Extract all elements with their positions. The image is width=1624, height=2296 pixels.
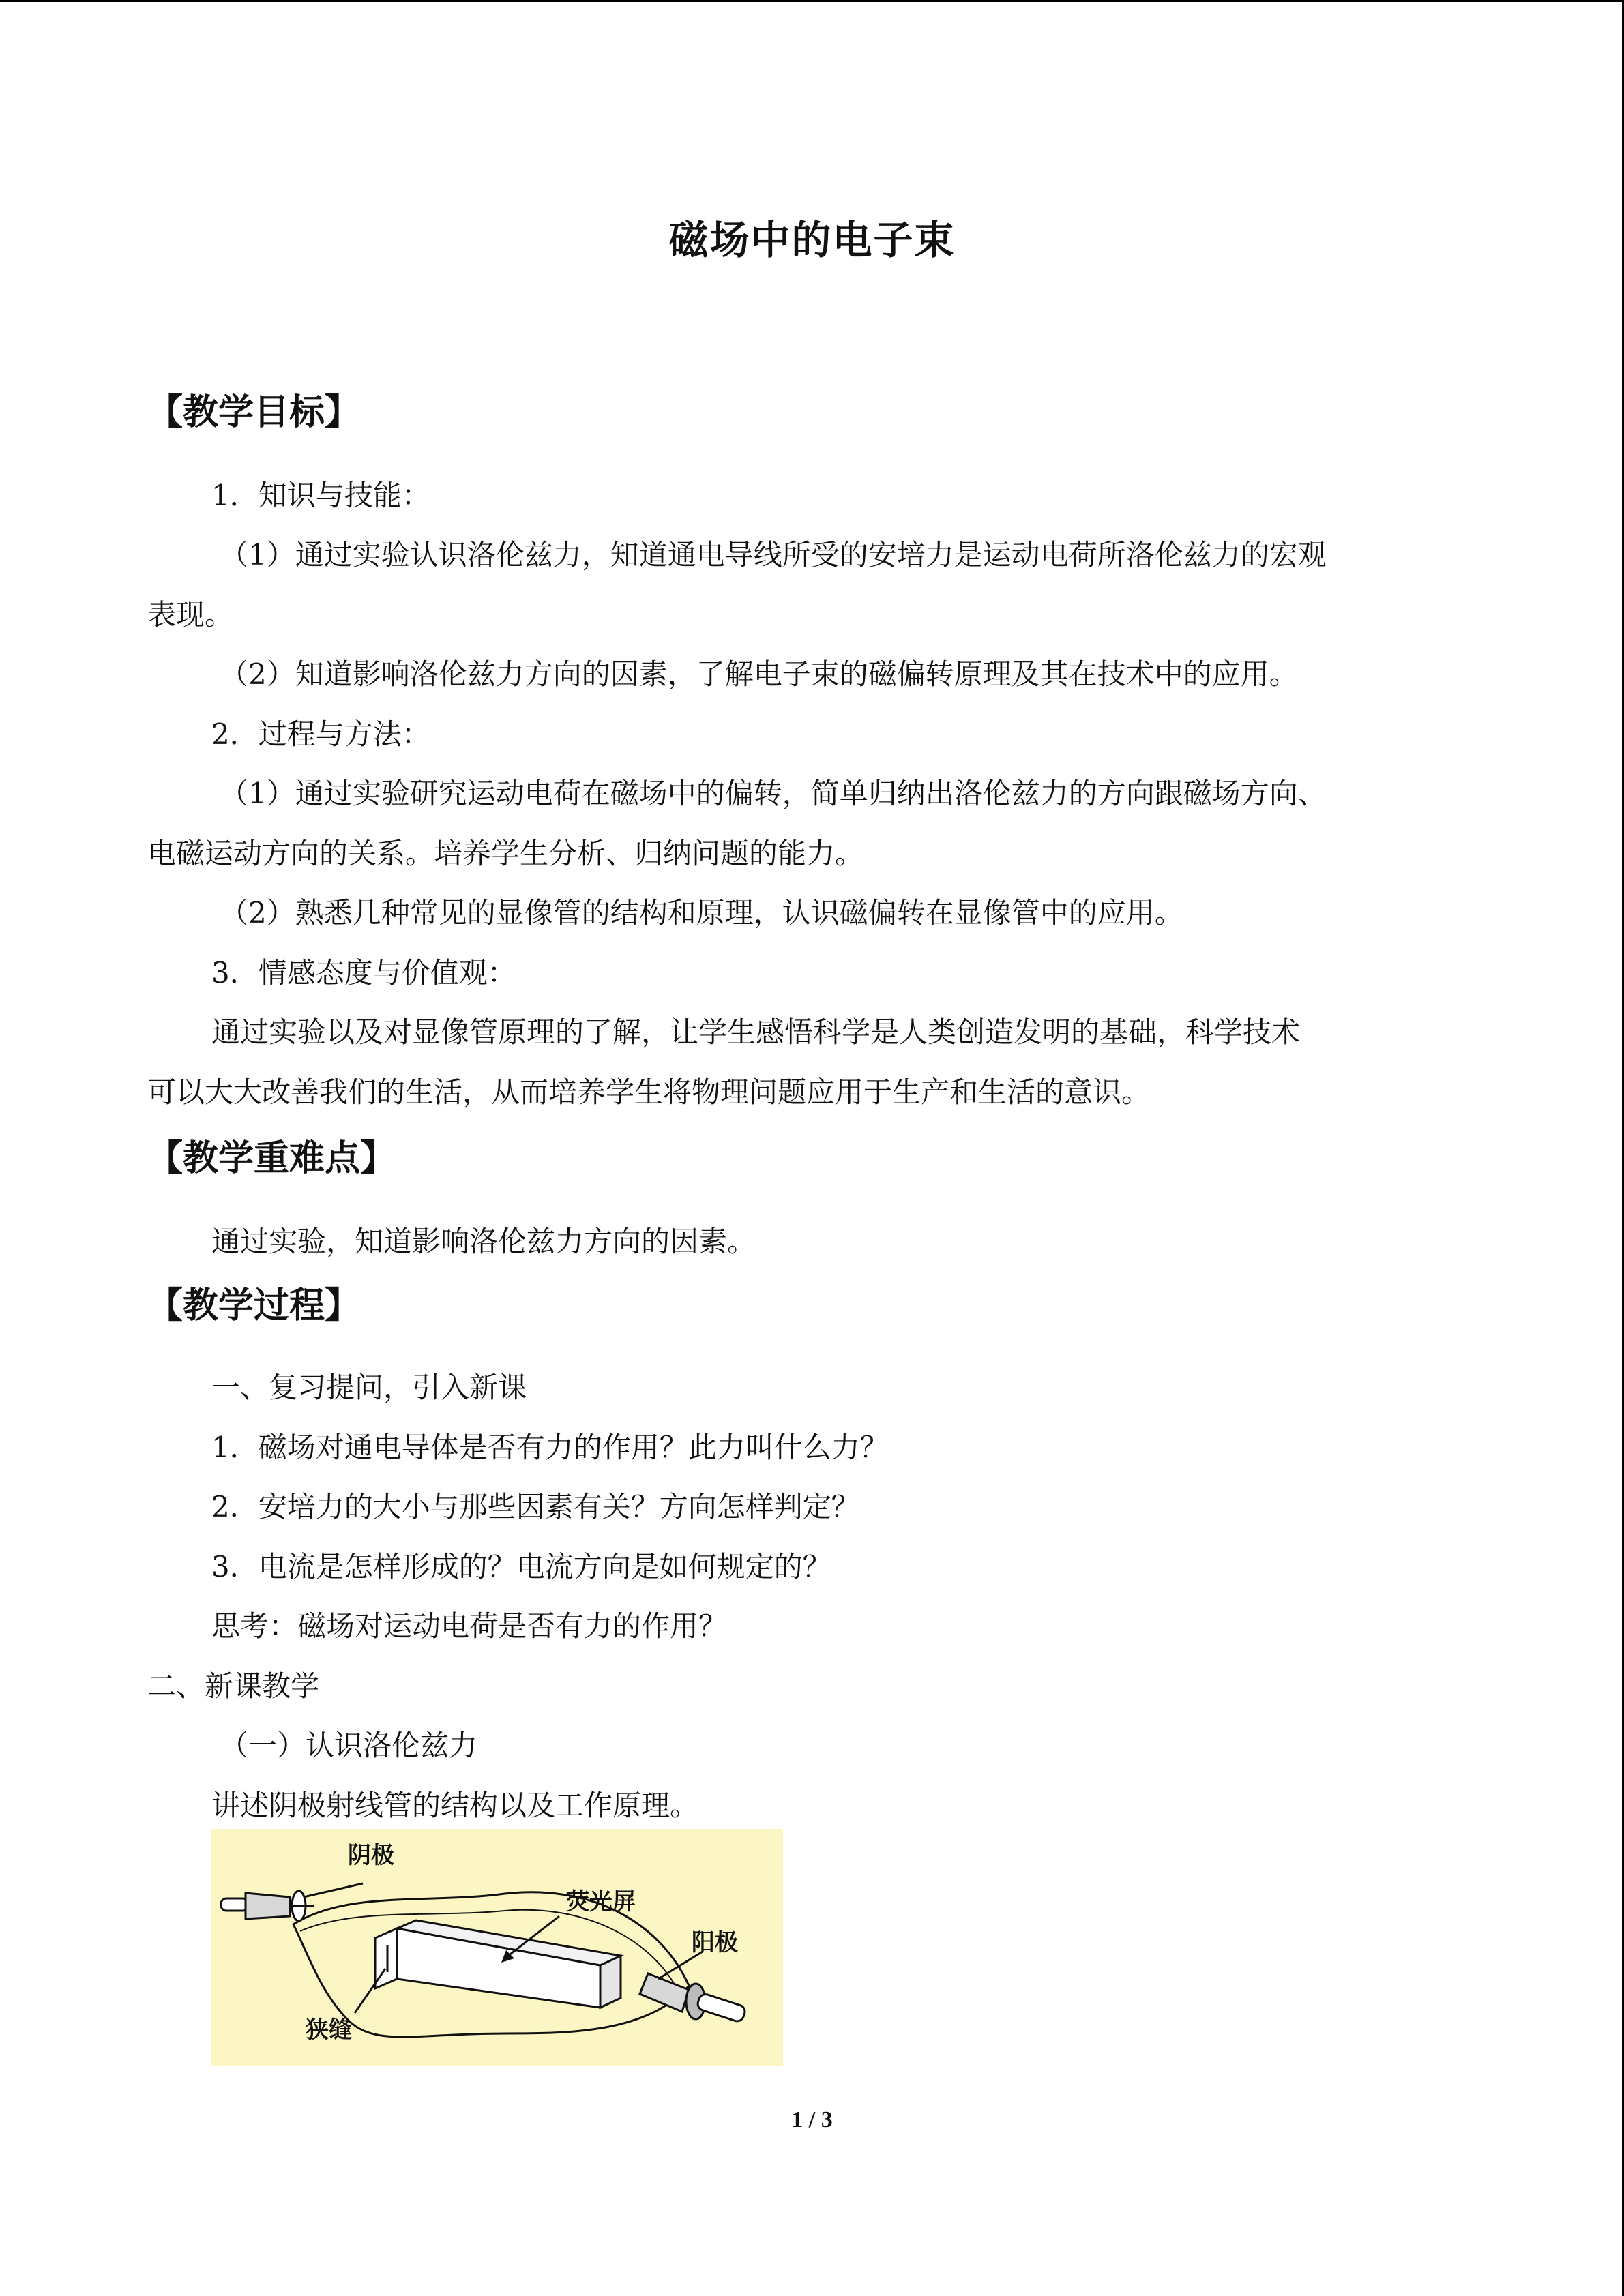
heading-process: 【教学过程】 bbox=[147, 1285, 361, 1326]
process-line: （一）认识洛伦兹力 bbox=[220, 1729, 478, 1762]
objectives-line: 表现。 bbox=[147, 598, 234, 631]
page-title: 磁场中的电子束 bbox=[668, 217, 956, 263]
objectives-line: （2）知道影响洛伦兹力方向的因素，了解电子束的磁偏转原理及其在技术中的应用。 bbox=[220, 657, 1298, 691]
process-line: 思考：磁场对运动电荷是否有力的作用？ bbox=[211, 1609, 728, 1643]
objectives-line: （1）通过实验认识洛伦兹力，知道通电导线所受的安培力是运动电荷所洛伦兹力的宏观 bbox=[220, 538, 1327, 571]
key-points-line: 通过实验，知道影响洛伦兹力方向的因素。 bbox=[211, 1225, 756, 1258]
crt-diagram bbox=[211, 1829, 783, 2066]
process-line: 1．磁场对通电导体是否有力的作用？此力叫什么力？ bbox=[211, 1431, 889, 1464]
objectives-line: 通过实验以及对显像管原理的了解，让学生感悟科学是人类创造发明的基础，科学技术 bbox=[211, 1015, 1301, 1049]
label-slit: 狭缝 bbox=[306, 2016, 352, 2044]
objectives-line: （2）熟悉几种常见的显像管的结构和原理，认识磁偏转在显像管中的应用。 bbox=[220, 896, 1183, 929]
label-cathode: 阴极 bbox=[348, 1842, 394, 1869]
label-screen: 荧光屏 bbox=[566, 1888, 636, 1915]
objectives-line: 可以大大改善我们的生活，从而培养学生将物理问题应用于生产和生活的意识。 bbox=[147, 1075, 1151, 1109]
objectives-line: 电磁运动方向的关系。培养学生分析、归纳问题的能力。 bbox=[147, 837, 864, 870]
heading-objectives: 【教学目标】 bbox=[147, 392, 361, 433]
page-border-top bbox=[0, 0, 1624, 2]
label-anode: 阳极 bbox=[692, 1929, 738, 1956]
process-line: 二、新课教学 bbox=[147, 1669, 320, 1703]
heading-key-points: 【教学重难点】 bbox=[147, 1138, 396, 1179]
objectives-line: 3．情感态度与价值观： bbox=[211, 956, 516, 989]
objectives-line: 1．知识与技能： bbox=[211, 479, 430, 512]
page-number: 1 / 3 bbox=[791, 2107, 833, 2132]
objectives-line: （1）通过实验研究运动电荷在磁场中的偏转，简单归纳出洛伦兹力的方向跟磁场方向、 bbox=[220, 777, 1327, 810]
process-line: 3．电流是怎样形成的？电流方向是如何规定的？ bbox=[211, 1550, 831, 1583]
objectives-line: 2．过程与方法： bbox=[211, 717, 430, 751]
process-line: 一、复习提问，引入新课 bbox=[211, 1371, 527, 1404]
process-line: 2．安培力的大小与那些因素有关？方向怎样判定？ bbox=[211, 1490, 860, 1523]
cathode-ray-tube-figure bbox=[211, 1829, 783, 2066]
process-line: 讲述阴极射线管的结构以及工作原理。 bbox=[211, 1789, 699, 1822]
